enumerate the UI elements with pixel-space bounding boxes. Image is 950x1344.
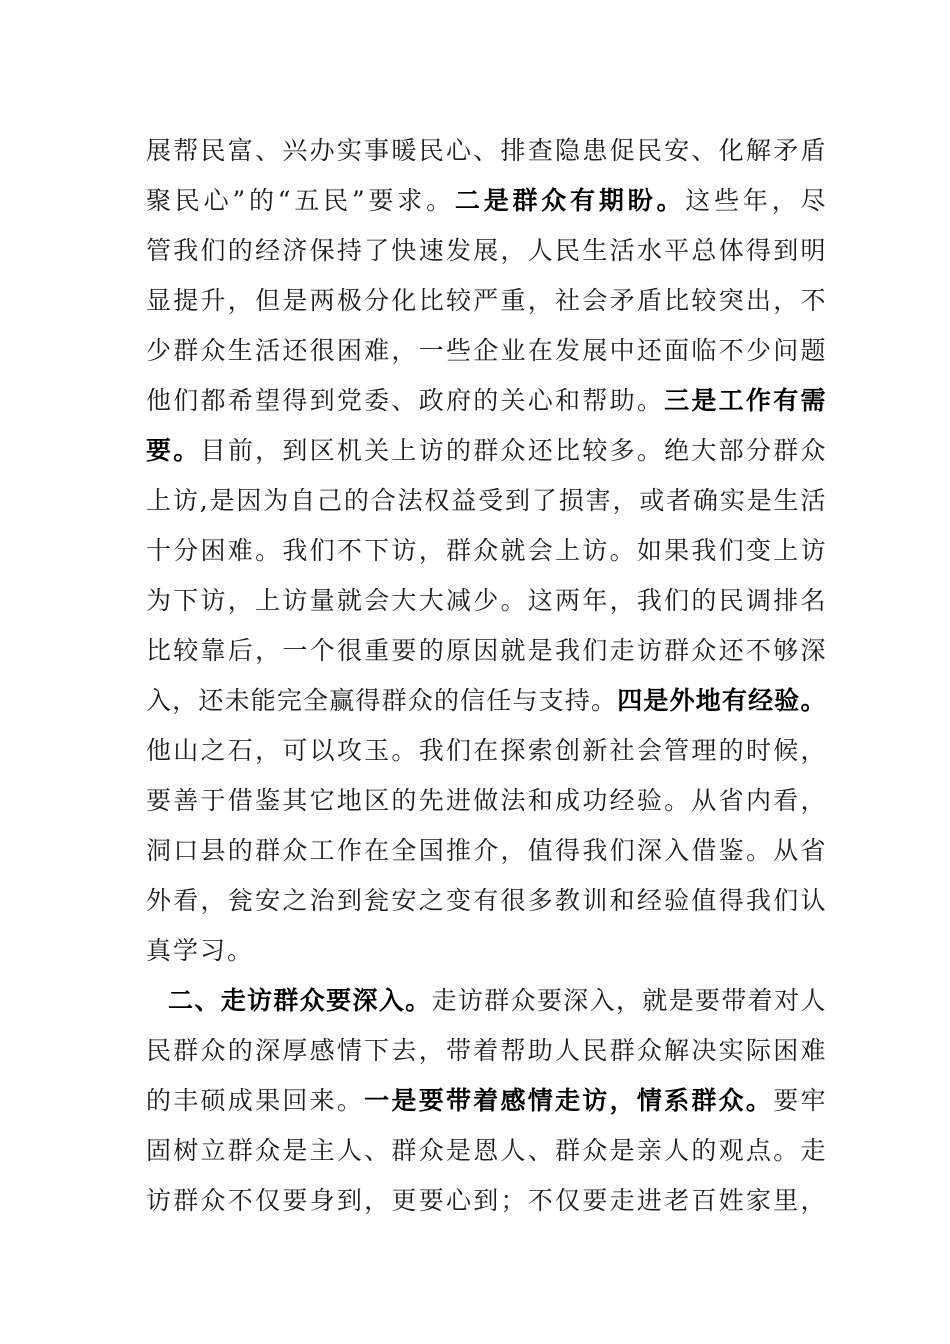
text-line — [146, 476, 826, 526]
text-run: 访群众不仅要身到，更要心到；不仅要走进老百姓家里， — [146, 1186, 826, 1215]
text-line — [146, 526, 826, 576]
text-line — [146, 926, 826, 976]
text-run: 民群众的深厚感情下去，带着帮助人民群众解决实际困难 — [146, 1036, 826, 1065]
text-run: 要善于借鉴其它地区的先进做法和成功经验。从省内看， — [146, 786, 826, 815]
text-line — [146, 826, 826, 876]
text-line — [146, 226, 826, 276]
text-line — [146, 676, 826, 726]
text-line — [146, 1176, 826, 1226]
text-run: 的丰硕成果回来。 — [146, 1086, 365, 1115]
bold-text-run: 要。 — [146, 436, 201, 465]
text-line — [146, 776, 826, 826]
text-line — [146, 726, 826, 776]
bold-text-run: 一是要带着感情走访，情系群众。 — [364, 1086, 774, 1115]
text-run: 为下访，上访量就会大大减少。这两年，我们的民调排名 — [146, 586, 826, 615]
text-line — [146, 276, 826, 326]
text-run: 真学习。 — [146, 936, 255, 965]
text-run: 少群众生活还很困难，一些企业在发展中还面临不少问题 — [146, 336, 826, 365]
bold-text-run: 三是工作有需 — [664, 386, 826, 415]
bold-text-run: 四是外地有经验。 — [617, 686, 826, 715]
text-line — [146, 126, 826, 176]
text-line — [146, 876, 826, 926]
text-run: 他山之石，可以攻玉。我们在探索创新社会管理的时候， — [146, 736, 826, 765]
text-line — [146, 1026, 826, 1076]
text-line — [146, 426, 826, 476]
text-run: 外看，瓮安之治到瓮安之变有很多教训和经验值得我们认 — [146, 886, 826, 915]
text-run: 走访群众要深入，就是要带着对人 — [431, 986, 826, 1015]
text-line — [168, 976, 826, 1026]
text-line — [146, 1126, 826, 1176]
bold-text-run: 二、走访群众要深入。 — [168, 986, 432, 1015]
text-line — [146, 326, 826, 376]
text-run: 十分困难。我们不下访，群众就会上访。如果我们变上访 — [146, 536, 826, 565]
text-run: 他们都希望得到党委、政府的关心和帮助。 — [146, 386, 665, 415]
text-run: 管我们的经济保持了快速发展，人民生活水平总体得到明 — [146, 236, 826, 265]
text-run: 聚民心”的“五民”要求。 — [146, 186, 455, 215]
text-run: 展帮民富、兴办实事暖民心、排查隐患促民安、化解矛盾 — [146, 136, 826, 165]
text-line — [146, 176, 826, 226]
text-run: 入，还未能完全赢得群众的信任与支持。 — [146, 686, 618, 715]
text-line — [146, 1076, 826, 1126]
text-run: 目前，到区机关上访的群众还比较多。绝大部分群众 — [200, 436, 826, 465]
text-run: 固树立群众是主人、群众是恩人、群众是亲人的观点。走 — [146, 1136, 826, 1165]
text-run: 洞口县的群众工作在全国推介，值得我们深入借鉴。从省 — [146, 836, 826, 865]
text-run: 上访,是因为自己的合法权益受到了损害，或者确实是生活 — [146, 486, 826, 515]
text-run: 显提升，但是两极分化比较严重，社会矛盾比较突出，不 — [146, 286, 826, 315]
text-run: 要牢 — [773, 1086, 826, 1115]
text-run: 这些年，尽 — [685, 186, 826, 215]
bold-text-run: 二是群众有期盼。 — [454, 186, 686, 215]
text-line — [146, 626, 826, 676]
text-line — [146, 576, 826, 626]
text-run: 比较靠后，一个很重要的原因就是我们走访群众还不够深 — [146, 636, 826, 665]
text-line — [146, 376, 826, 426]
